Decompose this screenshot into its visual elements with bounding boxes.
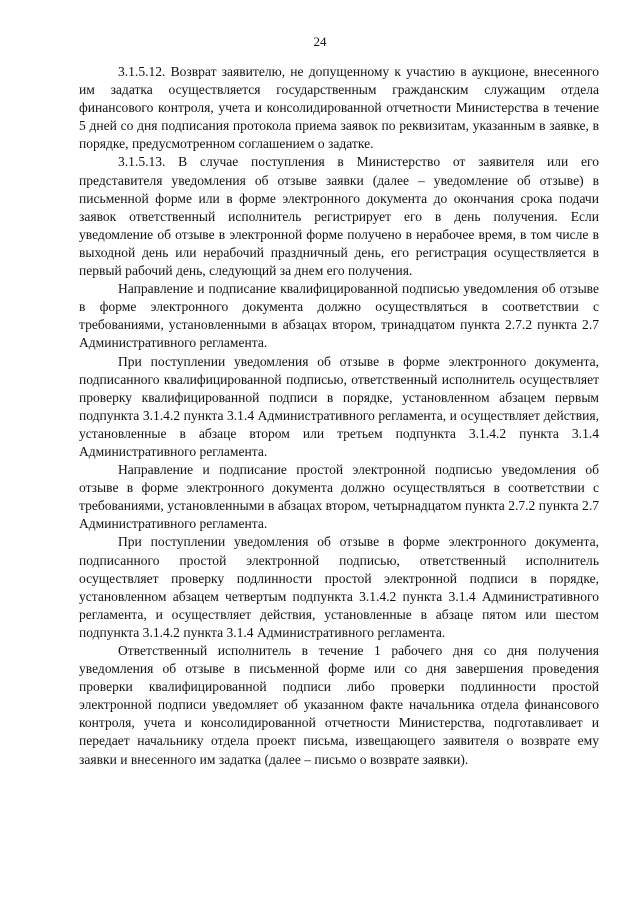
paragraph-3-1-5-13: 3.1.5.13. В случае поступления в Министерство от заявителя или его представителя уведомления об отзыве заявки (далее – уведомление об отзыве) в письменной форме или в форме электронного документа до окончания срока подачи заявок ответственный исполнитель регистрирует его в день получения. Если уведомление об отзыве в электронной форме получено в нерабочее время, в том числе в выходной день или нерабочий праздничный день, его регистрация осуществляется в первый рабочий день, следующий за днем его получения. [79, 154, 599, 279]
page-number: 24 [313, 34, 327, 49]
paragraph-simple-signature-verification: При поступлении уведомления об отзыве в форме электронного документа, подписанного простой электронной подписью, ответственный исполнитель осуществляет проверку подлинности простой электронной подписи в порядке, установленном абзацем четвертым подпункта 3.1.4.2 пункта 3.1.4 Административного регламента, и осуществляет действия, установленные в абзаце пятом или шестом подпункта 3.1.4.2 пункта 3.1.4 Административного регламента. [79, 534, 599, 640]
paragraph-responsible-executor-notice: Ответственный исполнитель в течение 1 рабочего дня со дня получения уведомления об отзыве в письменной форме или со дня завершения проведения проверки квалифицированной подписи либо проверки подлинности простой электронной подписи уведомляет об указанном факте начальника отдела финансового контроля, учета и консолидированной отчетности Министерства, подготавливает и передает начальнику отдела проект письма, извещающего заявителя о возврате ему заявки и внесенного им задатка (далее – письмо о возврате заявки). [79, 643, 599, 767]
paragraph-simple-signature-submission: Направление и подписание простой электронной подписью уведомления об отзыве в форме электронного документа должно осуществляться в соответствии с требованиями, установленными в абзацах втором, четырнадцатом пункта 2.7.2 пункта 2.7 Административного регламента. [79, 462, 599, 532]
paragraph-qualified-signature-verification: При поступлении уведомления об отзыве в форме электронного документа, подписанного квалифицированной подписью, ответственный исполнитель осуществляет проверку квалифицированной подписи в порядке, установленном абзацем первым подпункта 3.1.4.2 пункта 3.1.4 Административного регламента, и осуществляет действия, установленные в абзаце втором или третьем подпункта 3.1.4.2 пункта 3.1.4 Административного регламента. [79, 353, 599, 459]
paragraph-qualified-signature-submission: Направление и подписание квалифицированной подписью уведомления об отзыве в форме электронного документа должно осуществляться в соответствии с требованиями, установленными в абзацах втором, тринадцатом пункта 2.7.2 пункта 2.7 Административного регламента. [79, 281, 599, 351]
document-body [79, 63, 599, 769]
paragraph-3-1-5-12: 3.1.5.12. Возврат заявителю, не допущенному к участию в аукционе, внесенного им задатка осуществляется государственным гражданским служащим отдела финансового контроля, учета и консолидированной отчетности Министерства в течение 5 дней со дня подписания протокола приема заявок по реквизитам, указанным в заявке, в порядке, предусмотренном соглашением о задатке. [79, 64, 599, 152]
